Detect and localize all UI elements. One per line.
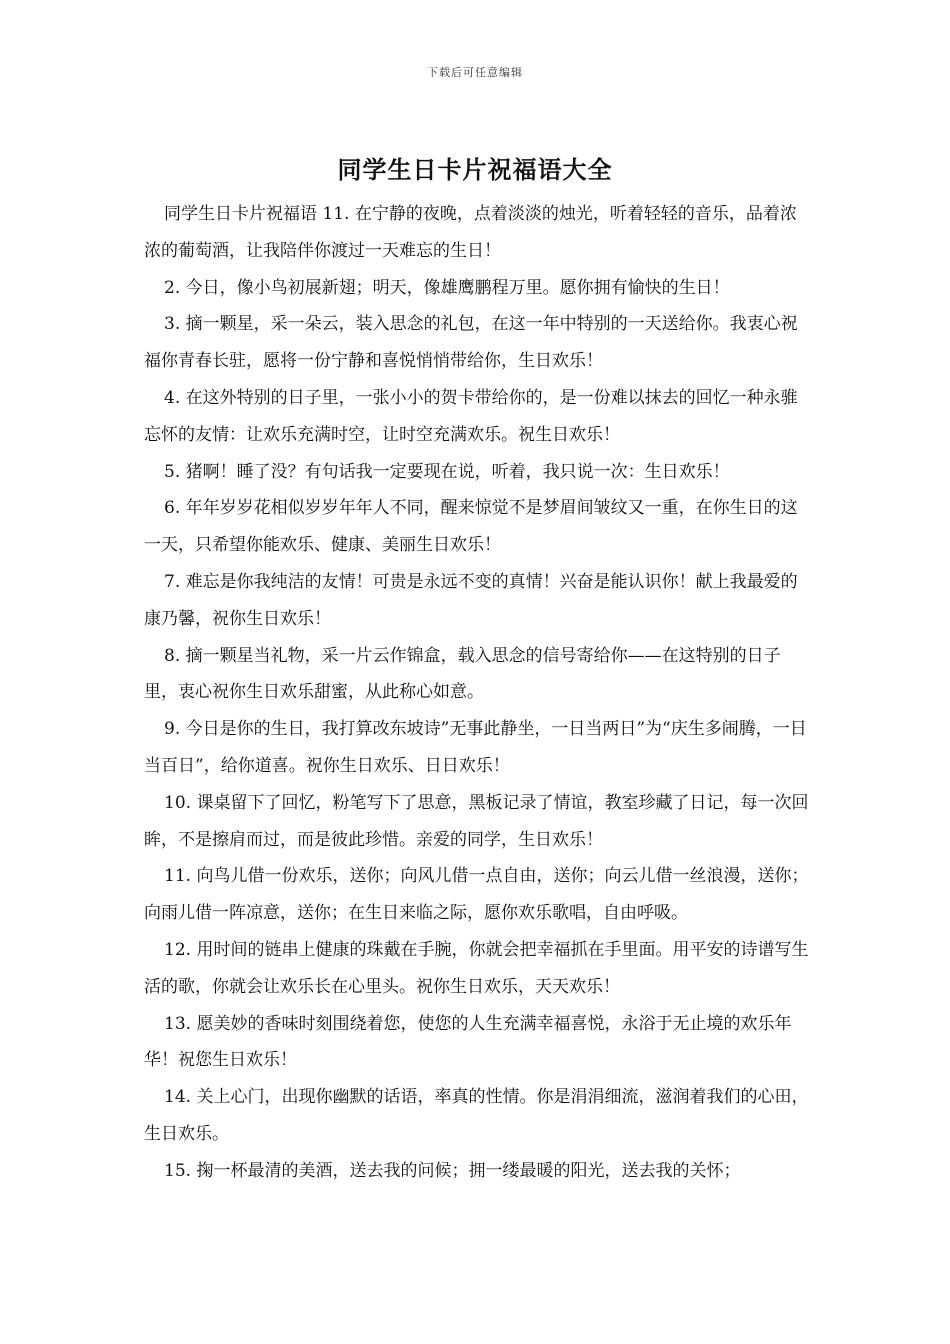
paragraph: 12. 用时间的链串上健康的珠戴在手腕，你就会把幸福抓在手里面。用平安的诗谱写生活的歌，你就会让欢乐长在心里头。祝你生日欢乐，天天欢乐！ — [144, 939, 809, 997]
paragraph: 2. 今日，像小鸟初展新翅；明天，像雄鹰鹏程万里。愿你拥有愉快的生日！ — [164, 277, 730, 298]
paragraph: 10. 课桌留下了回忆，粉笔写下了思意，黑板记录了情谊，教室珍藏了日记，每一次回眸，不是擦肩而过，而是彼此珍惜。亲爱的同学，生日欢乐！ — [144, 792, 809, 850]
document-title: 同学生日卡片祝福语大全 — [337, 155, 613, 184]
header-note: 下载后可任意编辑 — [427, 66, 523, 79]
paragraph: 14. 关上心门，出现你幽默的话语，率真的性情。你是涓涓细流，滋润着我们的心田，生日欢乐。 — [144, 1087, 809, 1144]
paragraph: 同学生日卡片祝福语 11. 在宁静的夜晚，点着淡淡的烛光，听着轻轻的音乐，品着浓浓的葡萄酒，让我陪伴你渡过一天难忘的生日！ — [144, 204, 797, 261]
paragraph: 3. 摘一颗星，采一朵云，装入思念的礼包，在这一年中特别的一天送给你。我衷心祝福你青春长驻，愿将一份宁静和喜悦悄悄带给你，生日欢乐！ — [144, 314, 798, 372]
paragraph: 5. 猪啊！睡了没？有句话我一定要现在说，听着，我只说一次：生日欢乐！ — [164, 461, 730, 482]
paragraph: 8. 摘一颗星当礼物，采一片云作锦盒，载入思念的信号寄给你——在这特别的日子里，衷心祝你生日欢乐甜蜜，从此称心如意。 — [144, 645, 781, 703]
body-text — [144, 196, 812, 1190]
paragraph: 4. 在这外特别的日子里，一张小小的贺卡带给你的，是一份难以抹去的回忆一种永骓忘怀的友情：让欢乐充满时空，让时空充满欢乐。祝生日欢乐！ — [144, 387, 798, 445]
paragraph: 15. 掬一杯最清的美酒，送去我的问候；拥一缕最暖的阳光，送去我的关怀； — [164, 1160, 741, 1181]
paragraph: 11. 向鸟儿借一份欢乐，送你；向风儿借一点自由，送你；向云儿借一丝浪漫，送你；向雨儿借一阵凉意，送你；在生日来临之际，愿你欢乐歌唱，自由呼吸。 — [144, 866, 809, 924]
paragraph: 6. 年年岁岁花相似岁岁年年人不同，醒来惊觉不是梦眉间皱纹又一重，在你生日的这一天，只希望你能欢乐、健康、美丽生日欢乐！ — [144, 498, 798, 556]
paragraph: 13. 愿美妙的香味时刻围绕着您，使您的人生充满幸福喜悦，永浴于无止境的欢乐年华！祝您生日欢乐！ — [144, 1013, 792, 1071]
paragraph: 7. 难忘是你我纯洁的友情！可贵是永远不变的真情！兴奋是能认识你！献上我最爱的康乃馨，祝你生日欢乐！ — [144, 571, 798, 629]
paragraph: 9. 今日是你的生日，我打算改东坡诗”无事此静坐，一日当两日”为“庆生多闹腾，一日当百日”，给你道喜。祝你生日欢乐、日日欢乐！ — [144, 719, 807, 776]
